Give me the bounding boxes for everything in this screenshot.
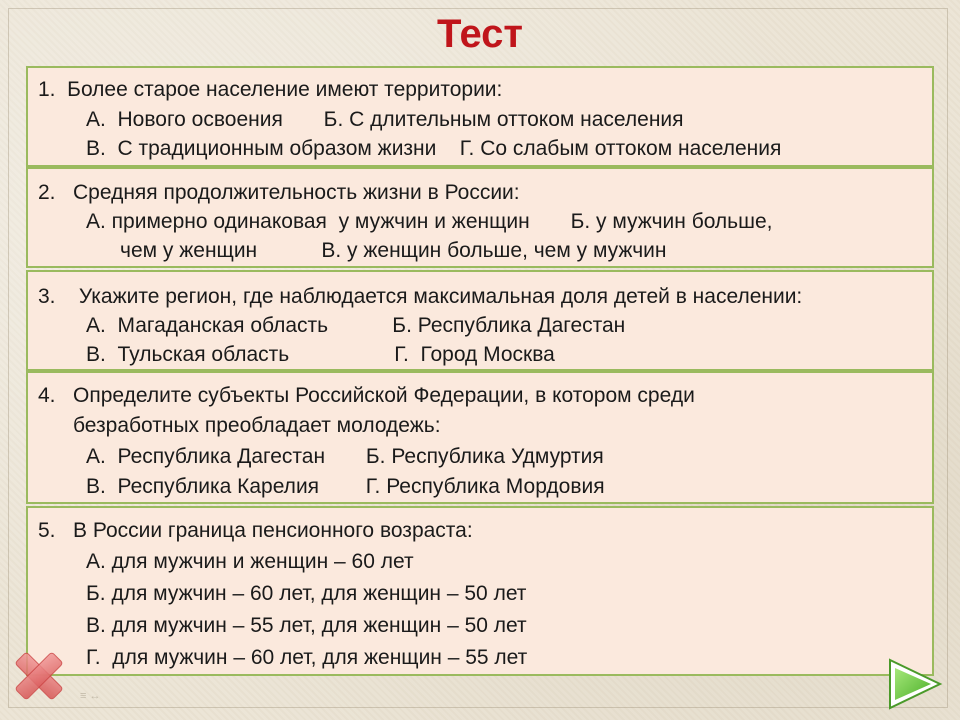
question-2-options-ab: А. примерно одинаковая у мужчин и женщин Б. у мужчин больше,	[86, 210, 773, 233]
close-button[interactable]	[10, 645, 68, 707]
question-2-box	[26, 167, 934, 268]
question-4-options-vg: В. Республика Карелия Г. Республика Мордовия	[86, 475, 605, 498]
question-3-options-vg: В. Тульская область Г. Город Москва	[86, 343, 555, 366]
question-3-box	[26, 270, 934, 371]
slide-title: Тест	[437, 12, 523, 56]
question-1-options-ab: А. Нового освоения Б. С длительным оттоком населения	[86, 108, 684, 131]
question-1-box	[26, 66, 934, 167]
question-3-options-ab: А. Магаданская область Б. Республика Дагестан	[86, 314, 626, 337]
question-4-text-cont: безработных преобладает молодежь:	[73, 414, 441, 437]
next-slide-button[interactable]	[884, 656, 944, 712]
question-3-text: 3. Укажите регион, где наблюдается максимальная доля детей в населении:	[38, 285, 803, 308]
question-5-option-g: Г. для мужчин – 60 лет, для женщин – 55 лет	[86, 646, 528, 669]
close-x-icon	[10, 645, 68, 707]
question-5-option-a: А. для мужчин и женщин – 60 лет	[86, 550, 414, 573]
next-arrow-icon	[884, 656, 944, 712]
question-1-options-vg: В. С традиционным образом жизни Г. Со слабым оттоком населения	[86, 137, 782, 160]
question-4-box	[26, 371, 934, 504]
question-4-options-ab: А. Республика Дагестан Б. Республика Удмуртия	[86, 445, 604, 468]
question-5-option-v: В. для мужчин – 55 лет, для женщин – 50 лет	[86, 614, 527, 637]
question-4-text: 4. Определите субъекты Российской Федерации, в котором среди	[38, 384, 695, 407]
question-2-options-cont: чем у женщин В. у женщин больше, чем у мужчин	[120, 239, 667, 262]
question-5-box	[26, 506, 934, 676]
question-2-text: 2. Средняя продолжительность жизни в России:	[38, 181, 520, 204]
question-5-option-b: Б. для мужчин – 60 лет, для женщин – 50 лет	[86, 582, 527, 605]
question-5-text: 5. В России граница пенсионного возраста:	[38, 519, 473, 542]
question-1-text: 1. Более старое население имеют территории:	[38, 78, 503, 101]
decorative-marks: ≡ ↔	[80, 690, 101, 702]
